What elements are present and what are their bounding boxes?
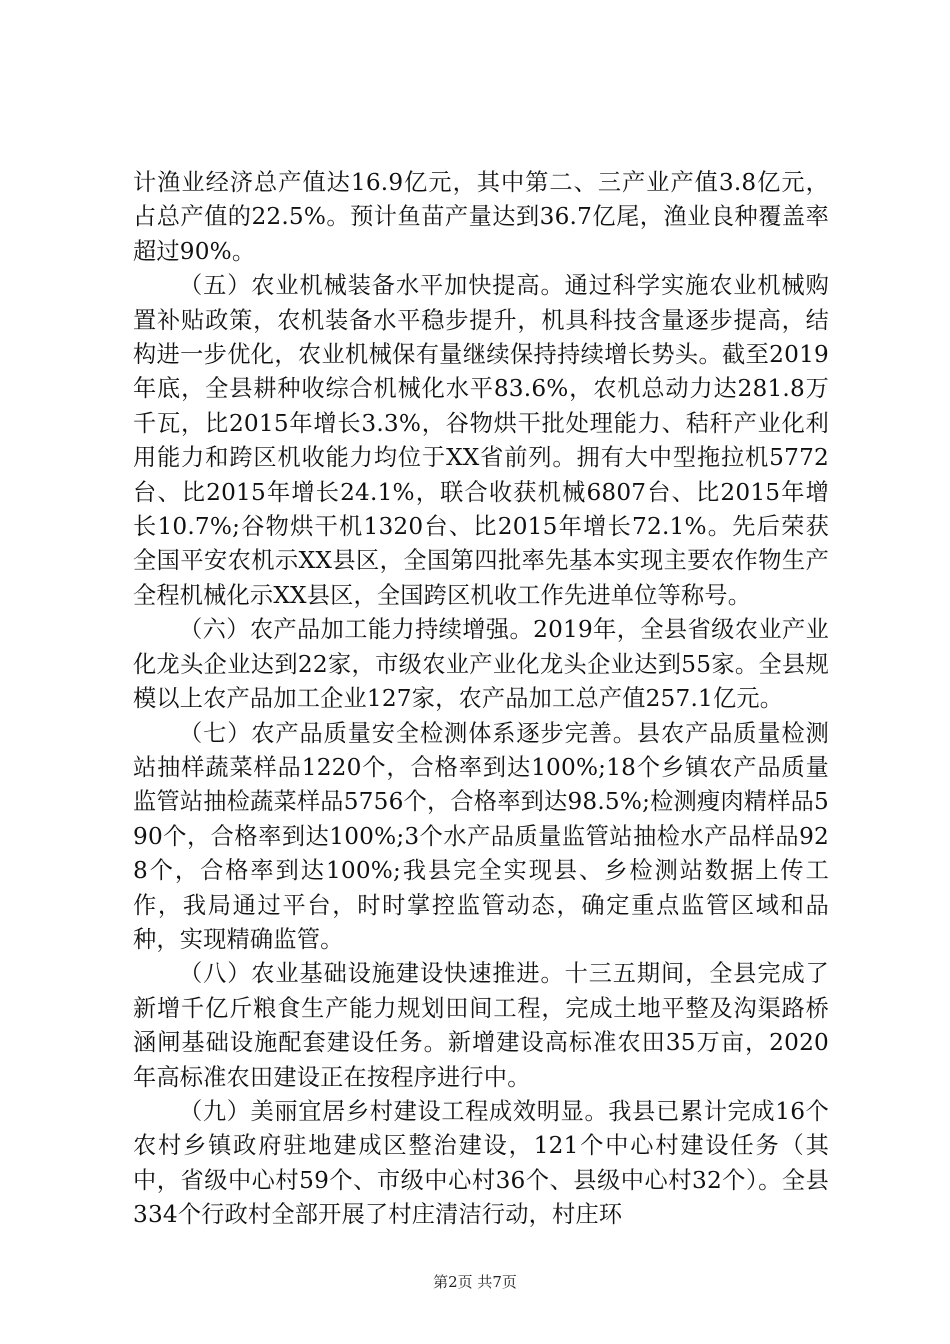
paragraph-product-processing: （六）农产品加工能力持续增强。2019年，全县省级农业产业化龙头企业达到22家，市级农业产业化龙头企业达到55家。全县规模以上农产品加工企业127家，农产品加工总产值257.1亿元。 bbox=[133, 616, 829, 713]
document-body bbox=[133, 166, 829, 1233]
paragraph-infrastructure: （八）农业基础设施建设快速推进。十三五期间，全县完成了新增千亿斤粮食生产能力规划田间工程，完成土地平整及沟渠路桥涵闸基础设施配套建设任务。新增建设高标准农田35万亩，2020年高标准农田建设正在按程序进行中。 bbox=[133, 960, 829, 1091]
paragraph-quality-testing: （七）农产品质量安全检测体系逐步完善。县农产品质量检测站抽样蔬菜样品1220个，合格率到达100%;18个乡镇农产品质量监管站抽检蔬菜样品5756个，合格率到达98.5%;检测瘦肉精样品590个，合格率到达100%;3个水产品质量监管站抽检水产品样品928个，合格率到达100%;我县完全实现县、乡检测站数据上传工作，我局通过平台，时时掌控监管动态，确定重点监管区域和品种，实现精确监管。 bbox=[133, 719, 829, 953]
page-number-footer: 第2页 共7页 bbox=[433, 1273, 517, 1291]
paragraph-rural-construction: （九）美丽宜居乡村建设工程成效明显。我县已累计完成16个农村乡镇政府驻地建成区整治建设，121个中心村建设任务（其中，省级中心村59个、市级中心村36个、县级中心村32个）。全县334个行政村全部开展了村庄清洁行动，村庄环 bbox=[133, 1097, 829, 1229]
paragraph-fishery-output: 计渔业经济总产值达16.9亿元，其中第二、三产业产值3.8亿元，占总产值的22.5%。预计鱼苗产量达到36.7亿尾，渔业良种覆盖率超过90%。 bbox=[133, 169, 829, 265]
paragraph-agricultural-machinery: （五）农业机械装备水平加快提高。通过科学实施农业机械购置补贴政策，农机装备水平稳步提升，机具科技含量逐步提高，结构进一步优化，农业机械保有量继续保持持续增长势头。截至2019年底，全县耕种收综合机械化水平83.6%，农机总动力达281.8万千瓦，比2015年增长3.3%，谷物烘干批处理能力、秸秆产业化利用能力和跨区机收能力均位于XX省前列。拥有大中型拖拉机5772台、比2015年增长24.1%，联合收获机械6807台、比2015年增长10.7%;谷物烘干机1320台、比2015年增长72.1%。先后荣获全国平安农机示XX县区，全国第四批率先基本实现主要农作物生产全程机械化示XX县区，全国跨区机收工作先进单位等称号。 bbox=[133, 272, 829, 609]
